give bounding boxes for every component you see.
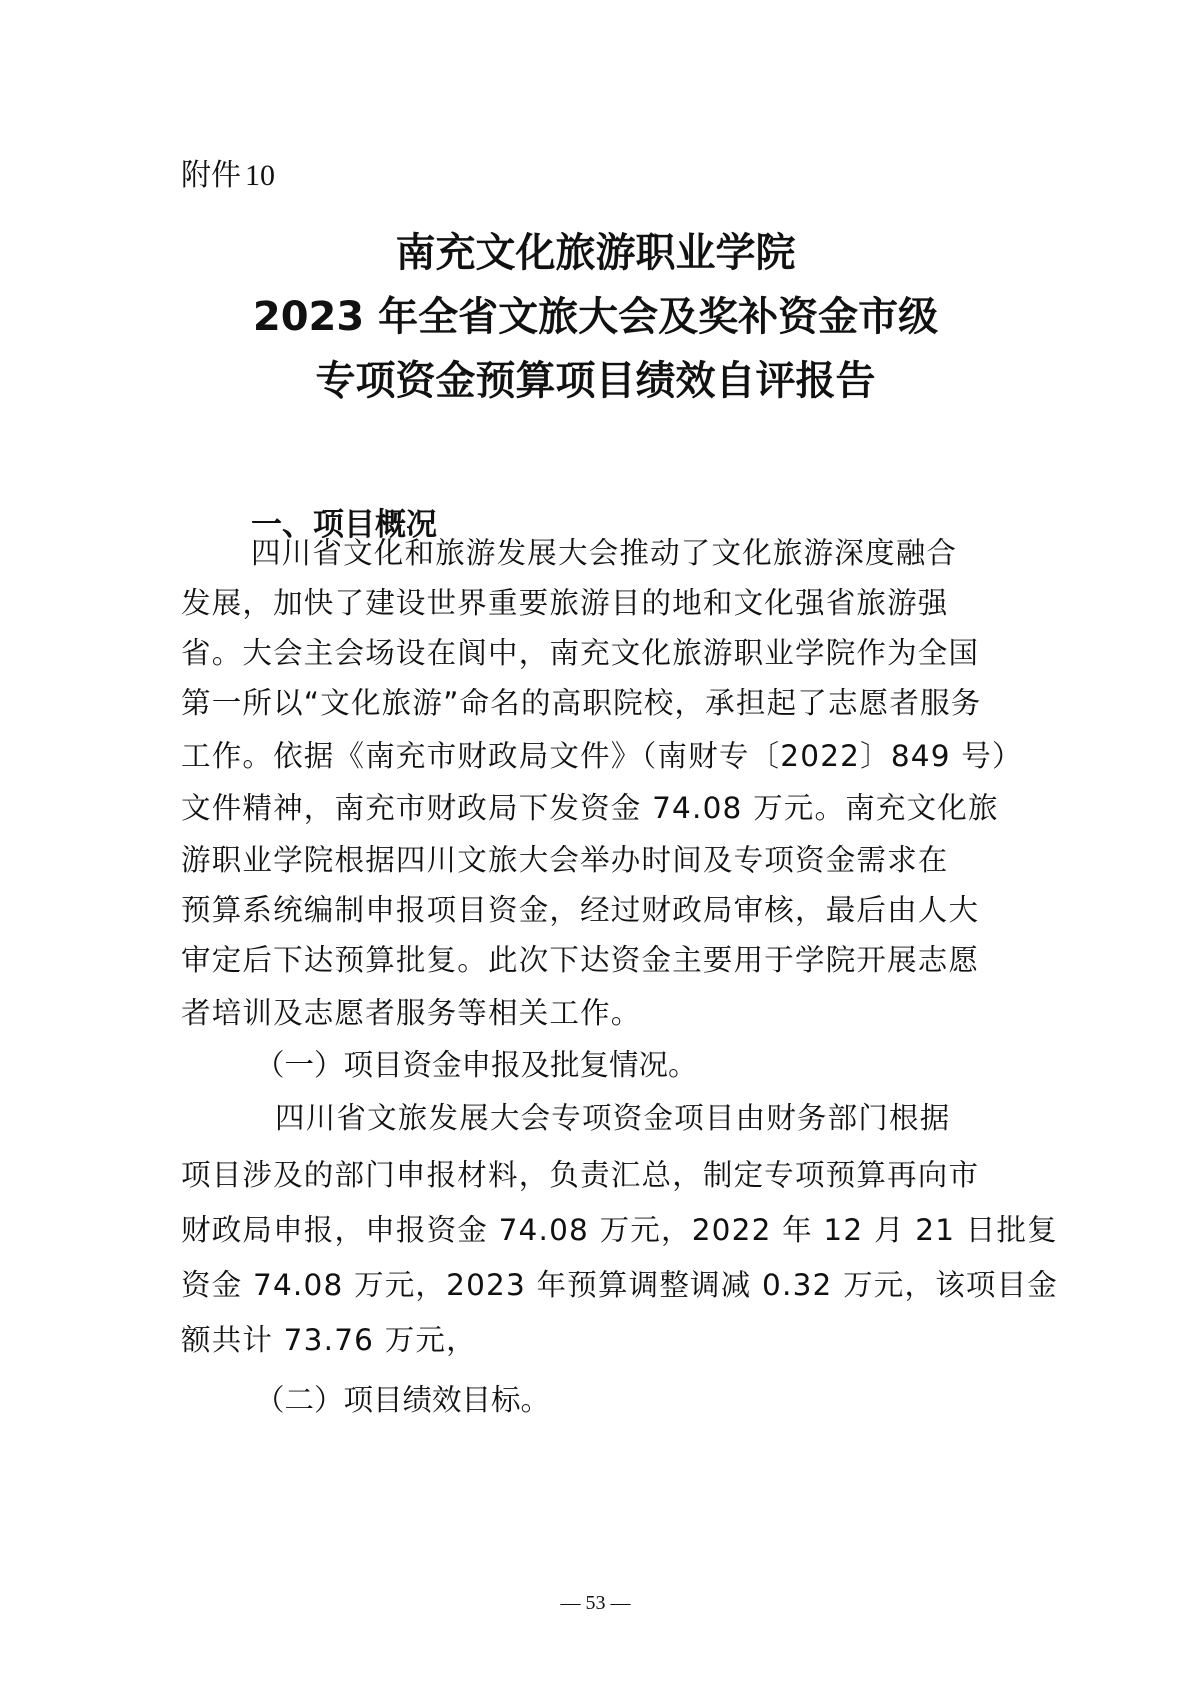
paragraph-line: 四川省文化和旅游发展大会推动了文化旅游深度融合 — [251, 536, 958, 570]
paragraph-line: 发展，加快了建设世界重要旅游目的地和文化强省旅游强 — [181, 586, 949, 620]
paragraph-line: 项目涉及的部门申报材料，负责汇总，制定专项预算再向市 — [181, 1158, 980, 1192]
paragraph-line: 者培训及志愿者服务等相关工作。 — [181, 996, 642, 1030]
paragraph-line: 工作。依据《南充市财政局文件》（南财专〔2022〕849 号） — [181, 739, 1023, 773]
title-line-1: 南充文化旅游职业学院 — [395, 230, 796, 276]
paragraph-line: 审定后下达预算批复。此次下达资金主要用于学院开展志愿 — [181, 943, 980, 977]
attachment-number: 10 — [245, 159, 275, 192]
paragraph-line: 预算系统编制申报项目资金，经过财政局审核，最后由人大 — [181, 893, 980, 927]
paragraph-line: 四川省文旅发展大会专项资金项目由财务部门根据 — [275, 1101, 951, 1135]
page-number: — 53 — — [560, 1592, 631, 1614]
paragraph-line: 游职业学院根据四川文旅大会举办时间及专项资金需求在 — [181, 843, 949, 877]
title-line-3: 专项资金预算项目绩效自评报告 — [315, 358, 876, 404]
subheading-funding: （一）项目资金申报及批复情况。 — [255, 1048, 698, 1082]
paragraph-line: 省。大会主会场设在阆中，南充文化旅游职业学院作为全国 — [181, 636, 980, 670]
paragraph-line: 资金 74.08 万元，2023 年预算调整调减 0.32 万元，该项目金 — [181, 1268, 1058, 1302]
paragraph-line: 文件精神，南充市财政局下发资金 74.08 万元。南充文化旅 — [181, 791, 999, 825]
paragraph-line: 第一所以“文化旅游”命名的高职院校，承担起了志愿者服务 — [181, 686, 982, 720]
attachment-label — [181, 158, 275, 194]
title-line-2: 2023 年全省文旅大会及奖补资金市级 — [252, 294, 939, 340]
paragraph-line: 财政局申报，申报资金 74.08 万元，2022 年 12 月 21 日批复 — [181, 1213, 1058, 1247]
subheading-goals: （二）项目绩效目标。 — [255, 1383, 551, 1417]
section-heading: 一、项目概况 — [251, 507, 437, 543]
attachment-text: 附件 — [181, 158, 241, 193]
paragraph-line: 额共计 73.76 万元， — [181, 1323, 477, 1357]
